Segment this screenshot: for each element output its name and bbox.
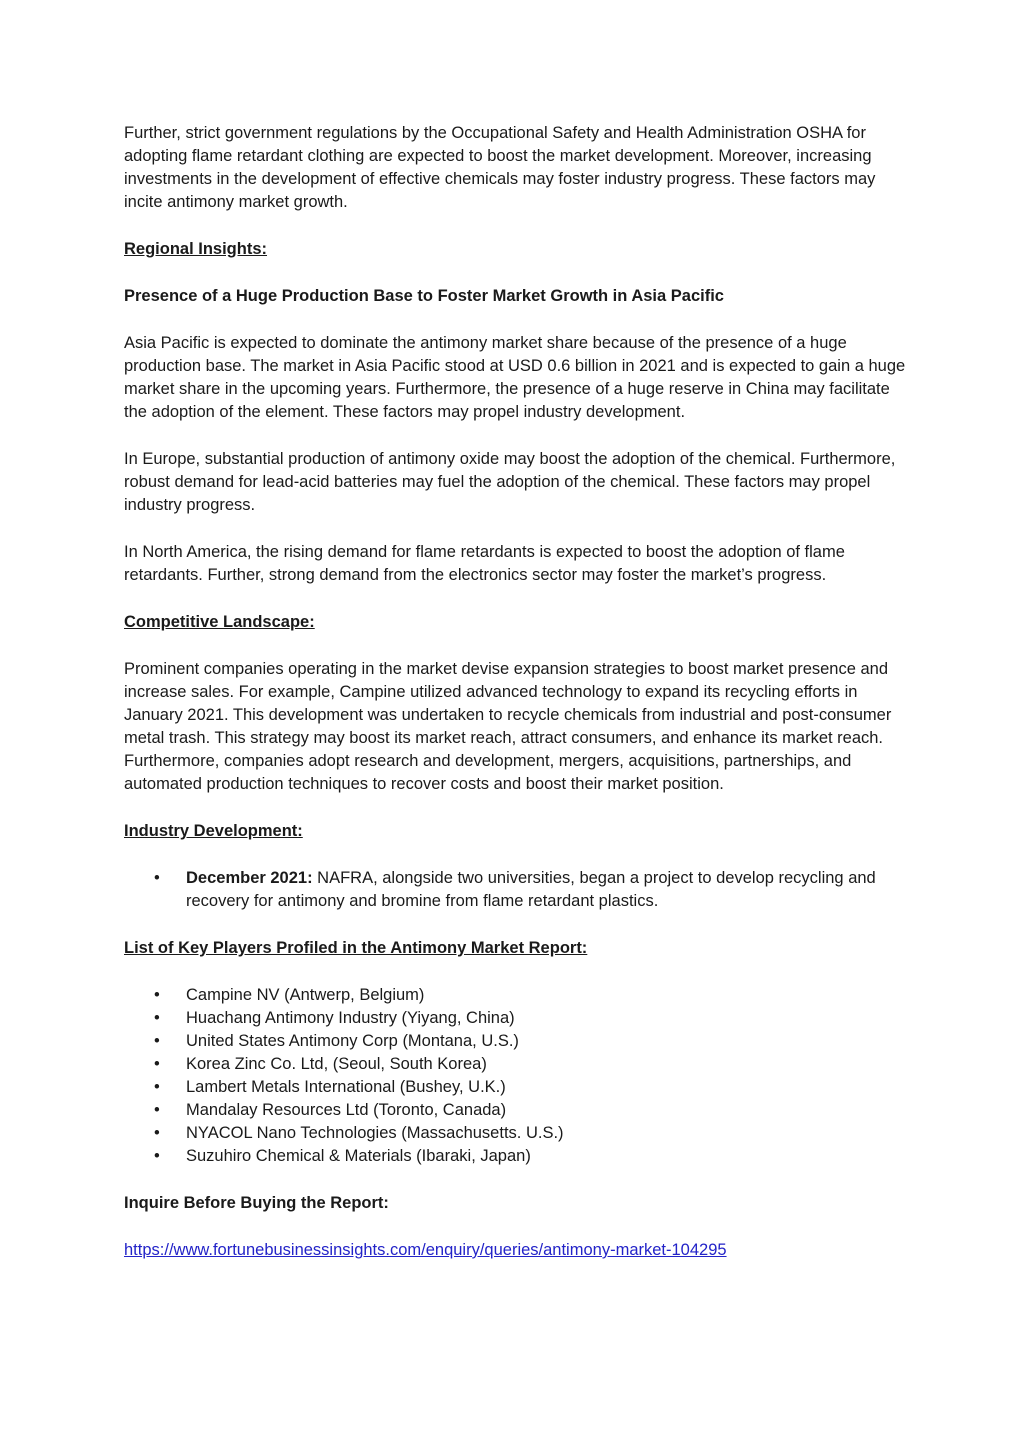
list-item bbox=[124, 1030, 914, 1053]
asia-pacific-subheading: Presence of a Huge Production Base to Foster Market Growth in Asia Pacific bbox=[124, 287, 724, 305]
industry-development-list bbox=[124, 867, 914, 913]
list-item bbox=[124, 1007, 914, 1030]
key-player-name: Campine NV (Antwerp, Belgium) bbox=[186, 986, 425, 1004]
bullet-icon: • bbox=[154, 1032, 160, 1050]
bullet-icon: • bbox=[154, 1055, 160, 1073]
list-item bbox=[124, 1122, 914, 1145]
bullet-icon: • bbox=[154, 1078, 160, 1096]
regional-insights-heading: Regional Insights: bbox=[124, 240, 268, 258]
intro-paragraph: Further, strict government regulations by the Occupational Safety and Health Administration OSHA for adopting flame retardant clothing are expected to boost the market development. Moreover, increasing investments in the development of effective chemicals may foster industry progress. These factors may incite antimony market growth. bbox=[124, 124, 876, 211]
document-page bbox=[124, 122, 914, 1262]
key-players-heading: List of Key Players Profiled in the Antimony Market Report: bbox=[124, 939, 588, 957]
development-text: NAFRA, alongside two universities, began a project to develop recycling and recovery for antimony and bromine from flame retardant plastics. bbox=[186, 869, 876, 910]
inquire-heading: Inquire Before Buying the Report: bbox=[124, 1194, 389, 1212]
key-player-name: United States Antimony Corp (Montana, U.S.) bbox=[186, 1032, 519, 1050]
bullet-icon: • bbox=[154, 869, 160, 887]
development-date: December 2021: bbox=[186, 869, 313, 887]
bullet-icon: • bbox=[154, 1009, 160, 1027]
list-item bbox=[124, 1099, 914, 1122]
list-item bbox=[124, 867, 914, 913]
industry-development-heading: Industry Development: bbox=[124, 822, 303, 840]
bullet-icon: • bbox=[154, 1101, 160, 1119]
key-player-name: NYACOL Nano Technologies (Massachusetts. U.S.) bbox=[186, 1124, 564, 1142]
key-players-list bbox=[124, 984, 914, 1168]
bullet-icon: • bbox=[154, 1124, 160, 1142]
list-item bbox=[124, 984, 914, 1007]
key-player-name: Lambert Metals International (Bushey, U.K.) bbox=[186, 1078, 506, 1096]
competitive-landscape-paragraph: Prominent companies operating in the market devise expansion strategies to boost market presence and increase sales. For example, Campine utilized advanced technology to expand its recycling efforts in January 2021. This development was undertaken to recycle chemicals from industrial and post-consumer metal trash. This strategy may boost its market reach, attract consumers, and enhance its market reach. Furthermore, companies adopt research and development, mergers, acquisitions, partnerships, and automated production techniques to recover costs and boost their market position. bbox=[124, 660, 892, 793]
bullet-icon: • bbox=[154, 986, 160, 1004]
europe-paragraph: In Europe, substantial production of antimony oxide may boost the adoption of the chemical. Furthermore, robust demand for lead-acid batteries may fuel the adoption of the chemical. These factors may propel industry progress. bbox=[124, 450, 896, 514]
list-item bbox=[124, 1145, 914, 1168]
asia-pacific-paragraph: Asia Pacific is expected to dominate the antimony market share because of the presence of a huge production base. The market in Asia Pacific stood at USD 0.6 billion in 2021 and is expected to gain a huge market share in the upcoming years. Furthermore, the presence of a huge reserve in China may facilitate the adoption of the element. These factors may propel industry development. bbox=[124, 334, 906, 421]
competitive-landscape-heading: Competitive Landscape: bbox=[124, 613, 315, 631]
key-player-name: Korea Zinc Co. Ltd, (Seoul, South Korea) bbox=[186, 1055, 487, 1073]
list-item bbox=[124, 1053, 914, 1076]
key-player-name: Huachang Antimony Industry (Yiyang, China) bbox=[186, 1009, 515, 1027]
bullet-icon: • bbox=[154, 1147, 160, 1165]
north-america-paragraph: In North America, the rising demand for flame retardants is expected to boost the adoption of flame retardants. Further, strong demand from the electronics sector may foster the market’s progress. bbox=[124, 543, 845, 584]
list-item bbox=[124, 1076, 914, 1099]
key-player-name: Mandalay Resources Ltd (Toronto, Canada) bbox=[186, 1101, 507, 1119]
key-player-name: Suzuhiro Chemical & Materials (Ibaraki, Japan) bbox=[186, 1147, 531, 1165]
enquiry-link[interactable]: https://www.fortunebusinessinsights.com/enquiry/queries/antimony-market-104295 bbox=[124, 1241, 727, 1259]
